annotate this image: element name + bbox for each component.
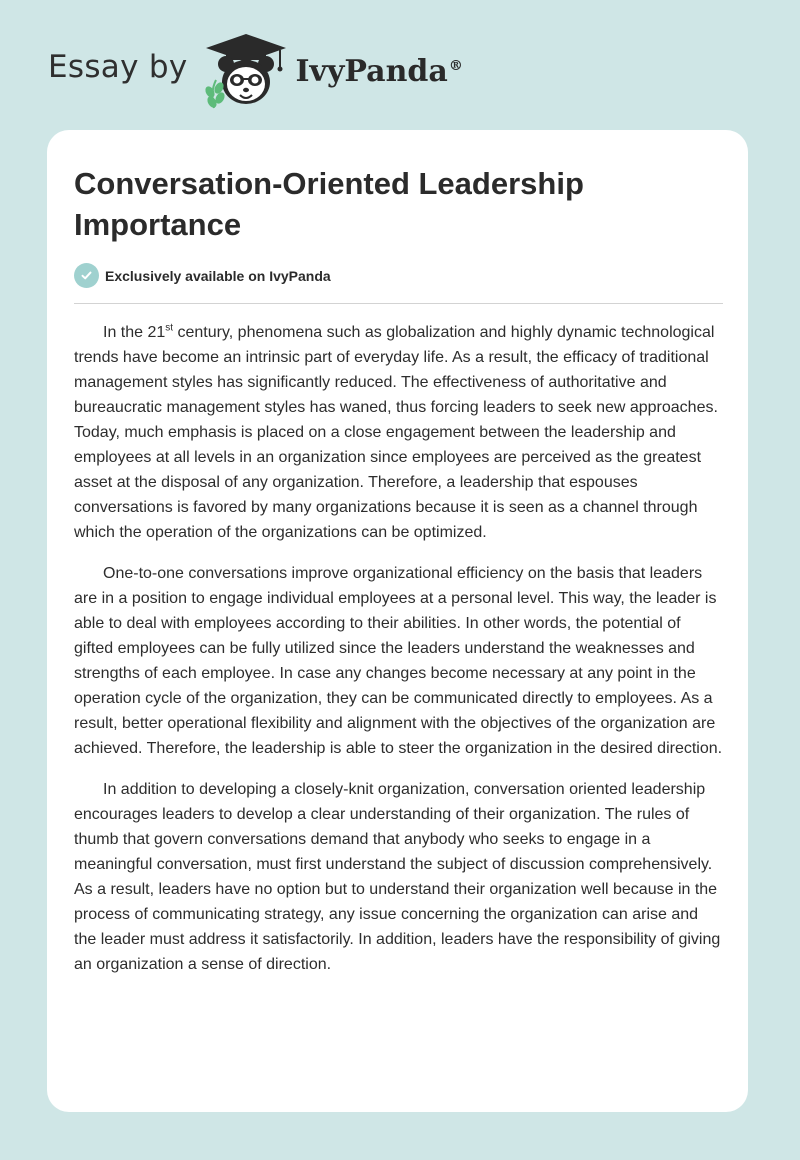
paragraph: In the 21st century, phenomena such as globalization and highly dynamic technological trends have become an intrinsic part of everyday life. As a result, the efficacy of traditional management styles has significantly reduced. The effectiveness of authoritative and bureaucratic management styles has waned, thus forcing leaders to seek new approaches. Today, much emphasis is placed on a close engagement between the leadership and employees at all levels in an organization since employees are perceived as the greatest asset at the disposal of any organization. Therefore, a leadership that espouses conversations is favored by many organizations because it is seen as a channel through which the operation of the organizations can be optimized. bbox=[74, 322, 718, 541]
essay-card bbox=[47, 130, 748, 1112]
panda-graduate-icon bbox=[200, 30, 292, 110]
essay-title: Conversation-Oriented Leadership Importance bbox=[74, 166, 584, 242]
paragraph: One-to-one conversations improve organizational efficiency on the basis that leaders are in a position to engage individual employees at a personal level. This way, the leader is able to deal with employees according to their abilities. In other words, the potential of gifted employees can be fully utilized since the leaders understand the weaknesses and strengths of each employee. In case any changes become necessary at any point in the operation cycle of the organization, they can be communicated directly to employees. As a result, better operational flexibility and alignment with the objectives of the organization are achieved. Therefore, the leadership is able to steer the organization in the desired direction. bbox=[74, 565, 723, 757]
exclusive-badge bbox=[74, 263, 331, 288]
check-icon bbox=[74, 263, 99, 288]
brand-name: IvyPanda® bbox=[295, 53, 463, 89]
site-header bbox=[48, 30, 463, 110]
registered-mark: ® bbox=[448, 57, 463, 74]
exclusive-badge-label: Exclusively available on IvyPanda bbox=[105, 267, 331, 284]
title-divider bbox=[74, 303, 723, 304]
paragraph: In addition to developing a closely-knit organization, conversation oriented leadership encourages leaders to develop a clear understanding of their organization. The rules of thumb that govern conversations demand that anybody who seeks to engage in a meaningful conversation, must first understand the subject of discussion comprehensively. As a result, leaders have no option but to understand their organization well because in the process of communicating strategy, any issue concerning the organization can arise and the leader must address it satisfactorily. In addition, leaders have the responsibility of giving an organization a sense of direction. bbox=[74, 781, 721, 973]
essay-body bbox=[74, 320, 724, 993]
essay-by-label: Essay by bbox=[48, 49, 188, 85]
